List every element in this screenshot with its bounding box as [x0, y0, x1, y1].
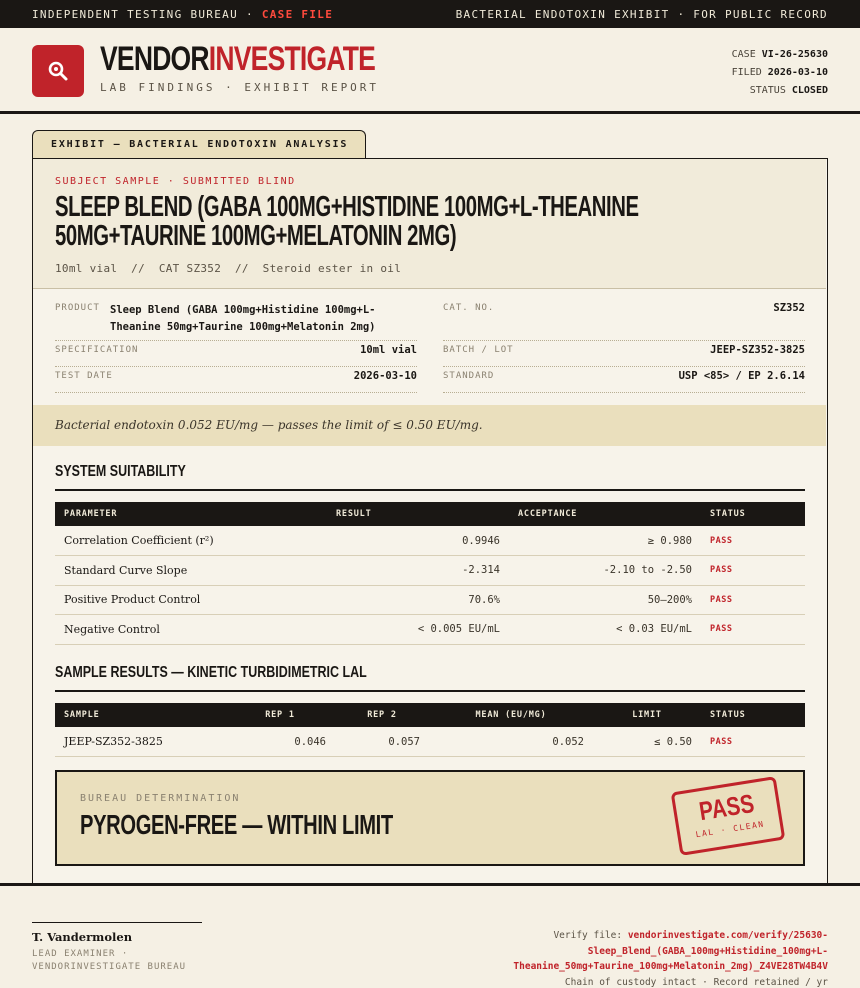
col-rep1: REP 1: [265, 710, 295, 720]
rep1-cell: 0.046: [225, 727, 335, 757]
filed-label: FILED: [731, 67, 762, 78]
verify-line1: [328, 928, 828, 959]
logo-badge: [32, 45, 84, 97]
table-row: [55, 727, 805, 757]
verdict-summary: Bacterial endotoxin 0.052 EU/mg — passes the limit of ≤ 0.50 EU/mg.: [33, 405, 826, 446]
subject-title: [55, 193, 685, 251]
spec-product-label: PRODUCT: [55, 303, 100, 313]
spec-test-date-label: TEST DATE: [55, 371, 113, 381]
stamp-main: PASS: [697, 787, 757, 827]
table-row: [55, 615, 805, 645]
subject-subline: 10ml vial // CAT SZ352 // Steroid ester in oil: [55, 262, 402, 275]
col-parameter: PARAMETER: [64, 509, 118, 519]
col-mean: MEAN (EU/MG): [475, 710, 547, 720]
case-label: CASE: [731, 49, 756, 60]
verify-link-continued[interactable]: Theanine_50mg+Taurine_100mg+Melatonin_2mg)_Z4VE28TW4B4V: [513, 961, 828, 972]
stamp-sub: LAL · CLEAN: [695, 819, 766, 840]
col-result: RESULT: [336, 509, 372, 519]
parameter-cell: Negative Control: [55, 615, 327, 645]
col-status: STATUS: [710, 710, 746, 720]
separator: ·: [245, 7, 254, 21]
limit-cell: ≤ 0.50: [593, 727, 701, 757]
spec-specification-value: 10ml vial: [360, 344, 417, 356]
custody-note: Chain of custody intact · Record retained / yr: [564, 976, 828, 988]
result-cell: 70.6%: [327, 585, 509, 615]
acceptance-cell: -2.10 to -2.50: [509, 556, 701, 586]
spec-specification: [55, 345, 417, 367]
examiner-role-line1: LEAD EXAMINER ·: [32, 949, 129, 959]
spec-test-date: [55, 371, 417, 393]
col-acceptance: ACCEPTANCE: [518, 509, 578, 519]
examiner-name: T. Vandermolen: [32, 930, 133, 944]
mean-cell: 0.052: [429, 727, 593, 757]
status-badge: PASS: [701, 585, 805, 615]
parameter-cell: Positive Product Control: [55, 585, 327, 615]
pass-stamp: [671, 776, 786, 856]
exhibit-panel: [32, 158, 828, 884]
determination-label: BUREAU DETERMINATION: [80, 793, 241, 804]
subject-block: [33, 159, 826, 289]
spec-batch: [443, 345, 805, 367]
top-bar-right: BACTERIAL ENDOTOXIN EXHIBIT · FOR PUBLIC RECORD: [455, 7, 828, 21]
result-cell: 0.9946: [327, 526, 509, 556]
filed-date: 2026-03-10: [767, 67, 828, 78]
examiner-role-line2: VENDORINVESTIGATE BUREAU: [32, 962, 187, 972]
spec-standard: [443, 371, 805, 393]
brand-part-vendor: VENDOR: [100, 40, 209, 78]
footer-rule: [0, 883, 860, 886]
verify-label: Verify file:: [553, 930, 623, 941]
section-rule: [55, 690, 805, 692]
spec-cat-label: CAT. NO.: [443, 303, 495, 313]
status-badge: PASS: [701, 727, 805, 757]
brand-name: [100, 40, 375, 79]
system-suitability-title: SYSTEM SUITABILITY: [55, 463, 186, 480]
determination-text: PYROGEN-FREE — WITHIN LIMIT: [80, 809, 393, 840]
table-header-row: [55, 703, 805, 727]
sample-cell: JEEP-SZ352-3825: [55, 727, 225, 757]
status-badge: PASS: [701, 556, 805, 586]
spec-batch-value: JEEP-SZ352-3825: [710, 344, 805, 356]
top-bar: [0, 0, 860, 28]
top-bar-left: [32, 8, 333, 21]
col-status: STATUS: [710, 509, 746, 519]
signature-line: [32, 922, 202, 923]
spec-specification-label: SPECIFICATION: [55, 345, 139, 355]
spec-product-line1: Sleep Blend (GABA 100mg+Histidine 100mg+L-: [110, 304, 376, 316]
filed-row: [732, 64, 828, 82]
sample-results-table: [55, 703, 805, 757]
examiner-role: [32, 948, 186, 974]
rep2-cell: 0.057: [335, 727, 429, 757]
spec-product-value: [110, 302, 376, 335]
bureau-determination: [55, 770, 805, 866]
sample-results-title: SAMPLE RESULTS — KINETIC TURBIDIMETRIC LAL: [55, 664, 367, 681]
spec-standard-label: STANDARD: [443, 371, 495, 381]
verify-link[interactable]: vendorinvestigate.com/verify/25630-Sleep_Blend_(GABA_100mg+Histidine_100mg+L-: [587, 930, 828, 957]
result-cell: -2.314: [327, 556, 509, 586]
spec-product-line2: Theanine 50mg+Taurine 100mg+Melatonin 2mg): [110, 320, 376, 333]
acceptance-cell: < 0.03 EU/mL: [509, 615, 701, 645]
spec-standard-value: USP <85> / EP 2.6.14: [678, 370, 805, 382]
case-file-label: CASE FILE: [261, 7, 334, 21]
col-sample: SAMPLE: [64, 710, 100, 720]
acceptance-cell: ≥ 0.980: [509, 526, 701, 556]
spec-product: [55, 303, 417, 341]
magnifier-icon: [47, 60, 69, 82]
exhibit-tab: EXHIBIT — BACTERIAL ENDOTOXIN ANALYSIS: [32, 130, 366, 160]
system-suitability-table: [55, 502, 805, 645]
case-meta: [732, 46, 828, 100]
parameter-cell: Standard Curve Slope: [55, 556, 327, 586]
result-cell: < 0.005 EU/mL: [327, 615, 509, 645]
case-status: CLOSED: [791, 85, 828, 96]
brand-part-investigate: INVESTIGATE: [208, 40, 376, 78]
table-row: [55, 526, 805, 556]
status-row: [732, 82, 828, 100]
table-row: [55, 556, 805, 586]
table-header-row: [55, 502, 805, 526]
col-limit: LIMIT: [632, 710, 662, 720]
acceptance-cell: 50–200%: [509, 585, 701, 615]
parameter-cell: Correlation Coefficient (r²): [55, 526, 327, 556]
status-badge: PASS: [701, 526, 805, 556]
subject-title-line1: SLEEP BLEND (GABA 100MG+HISTIDINE 100MG+L-THEANINE: [55, 191, 639, 223]
brand-subtitle: LAB FINDINGS · EXHIBIT REPORT: [100, 81, 380, 94]
spec-test-date-value: 2026-03-10: [353, 370, 417, 382]
case-number-row: [732, 46, 828, 64]
spec-cat-no: [443, 303, 805, 341]
spec-cat-value: SZ352: [773, 302, 805, 314]
header: [0, 28, 860, 114]
section-rule: [55, 489, 805, 491]
verify-block: [328, 928, 828, 988]
subject-title-line2: 50MG+TAURINE 100MG+MELATONIN 2MG): [55, 220, 457, 252]
subject-kicker: SUBJECT SAMPLE · SUBMITTED BLIND: [55, 176, 296, 187]
case-number: VI-26-25630: [761, 49, 828, 60]
bureau-label: INDEPENDENT TESTING BUREAU: [32, 7, 238, 21]
table-row: [55, 585, 805, 615]
status-label: STATUS: [749, 85, 786, 96]
col-rep2: REP 2: [367, 710, 397, 720]
status-badge: PASS: [701, 615, 805, 645]
spec-batch-label: BATCH / LOT: [443, 345, 514, 355]
